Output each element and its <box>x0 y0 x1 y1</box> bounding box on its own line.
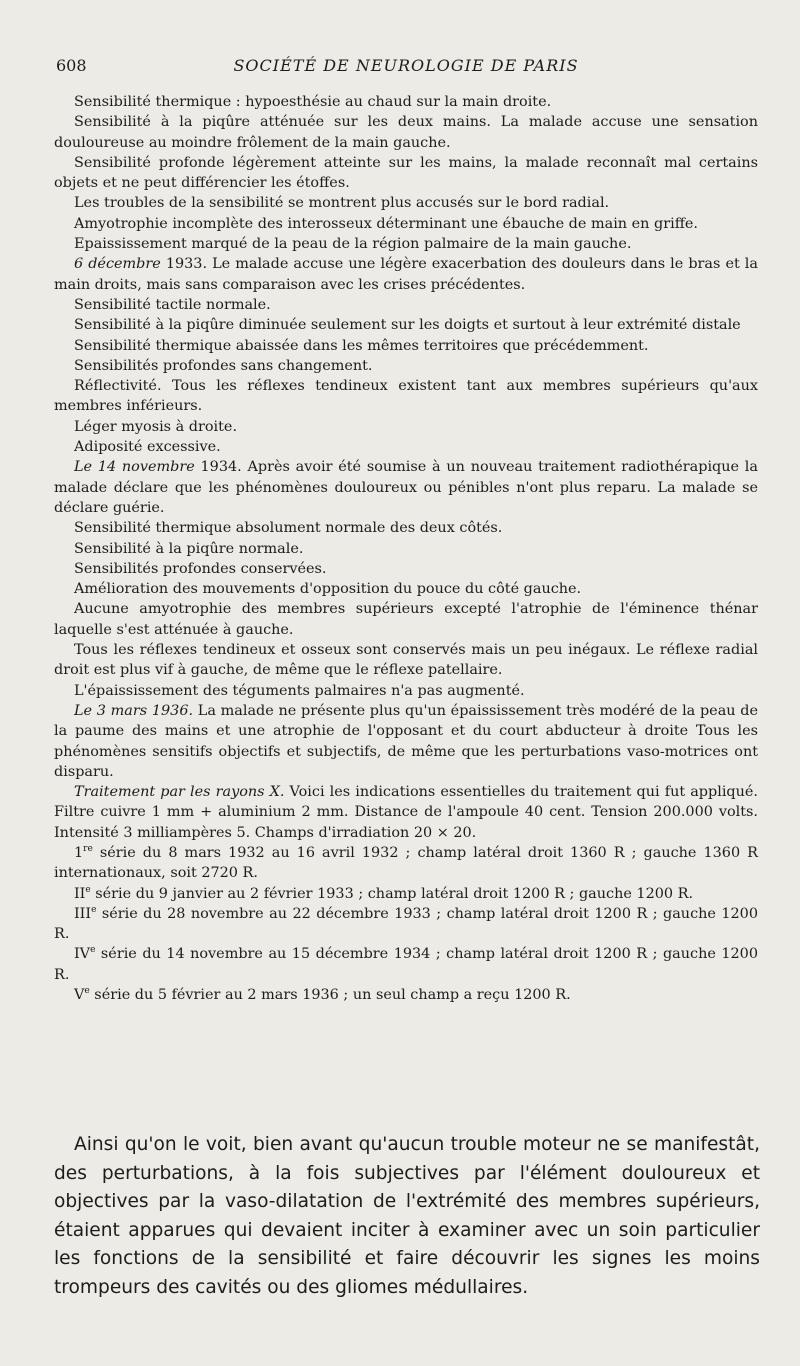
ordinal-suffix: re <box>83 844 93 855</box>
series-number: IV <box>74 946 91 963</box>
paragraph-text: série du 9 janvier au 2 février 1933 ; champ latéral droit 1200 R ; gauche 1200 R. <box>90 885 694 902</box>
body-paragraph: Sensibilité profonde légèrement atteinte sur les mains, la malade reconnaît mal certains objets et ne peut différencier les étoffes. <box>54 154 758 192</box>
body-paragraph: Sensibilité thermique abaissée dans les mêmes territoires que précédemment. <box>74 337 649 354</box>
body-paragraph: Réflectivité. Tous les réflexes tendineux existent tant aux membres supérieurs qu'aux membres inférieurs. <box>54 378 758 415</box>
body-paragraph <box>54 904 758 945</box>
body-paragraph: Les troubles de la sensibilité se montrent plus accusés sur le bord radial. <box>74 195 610 212</box>
date-heading: Traitement par les rayons X. <box>74 784 285 801</box>
body-paragraph: Aucune amyotrophie des membres supérieurs excepté l'atrophie de l'éminence thénar laquelle s'est atténuée à gauche. <box>54 601 758 638</box>
body-paragraph <box>54 701 758 782</box>
date-heading: Le 3 mars 1936. <box>74 702 194 719</box>
body-paragraph: Sensibilité à la piqûre normale. <box>74 540 304 557</box>
paragraph-text: série du 28 novembre au 22 décembre 1933 ; champ latéral droit 1200 R ; gauche 1200 R. <box>54 905 758 943</box>
paragraph-text: 1933. Le malade accuse une légère exacerbation des douleurs dans le bras et la main droits, mais sans comparaison avec les crises précédentes. <box>54 256 758 293</box>
body-paragraph: Tous les réflexes tendineux et osseux sont conservés mais un peu inégaux. Le réflexe radial droit est plus vif à gauche, de même que le réflexe patellaire. <box>54 642 758 679</box>
series-number: 1 <box>74 844 84 861</box>
body-paragraph: Sensibilités profondes sans changement. <box>74 357 373 374</box>
ordinal-suffix: e <box>91 905 97 916</box>
body-paragraph: Epaississement marqué de la peau de la région palmaire de la main gauche. <box>74 236 632 253</box>
ordinal-suffix: e <box>90 945 96 956</box>
journal-title: SOCIÉTÉ DE NEUROLOGIE DE PARIS <box>233 56 579 75</box>
conclusion-paragraph: Ainsi qu'on le voit, bien avant qu'aucun trouble moteur ne se manifestât, des perturbations, à la fois subjectives par l'élément douloureux et objectives par la vaso-dilatation de l'extrémité des membres supérieurs, étaient apparues qui devaient inciter à examiner avec un soin particulier les fonctions de la sensibilité et faire découvrir les signes les moins trompeurs des cavités ou des gliomes médullaires. <box>54 1134 760 1298</box>
body-paragraph <box>54 457 758 518</box>
body-paragraph: Léger myosis à droite. <box>74 418 238 435</box>
body-paragraph: Amélioration des mouvements d'opposition du pouce du côté gauche. <box>74 581 582 598</box>
case-report-body <box>54 92 758 1005</box>
conclusion-section <box>54 1131 760 1303</box>
running-header <box>48 56 764 82</box>
body-paragraph <box>54 985 758 1005</box>
body-paragraph: Sensibilité thermique : hypoesthésie au chaud sur la main droite. <box>74 94 552 110</box>
paragraph-text: série du 5 février au 2 mars 1936 ; un seul champ a reçu 1200 R. <box>89 987 571 1004</box>
ordinal-suffix: e <box>85 884 91 895</box>
series-number: V <box>74 987 85 1004</box>
body-paragraph: Sensibilités profondes conservées. <box>74 560 327 577</box>
body-paragraph: Sensibilité tactile normale. <box>74 296 271 313</box>
body-paragraph: Sensibilité thermique absolument normale des deux côtés. <box>74 520 503 537</box>
body-paragraph: Amyotrophie incomplète des interosseux déterminant une ébauche de main en griffe. <box>74 215 699 232</box>
body-paragraph: Adiposité excessive. <box>74 439 221 456</box>
date-heading: Le 14 novembre <box>74 459 195 476</box>
series-number: III <box>74 905 92 922</box>
body-paragraph: L'épaississement des téguments palmaires n'a pas augmenté. <box>74 682 525 699</box>
date-heading: 6 décembre <box>74 256 161 273</box>
body-paragraph <box>54 782 758 843</box>
page-number: 608 <box>56 56 87 75</box>
body-paragraph <box>54 254 758 295</box>
paragraph-text: La malade ne présente plus qu'un épaississement très modéré de la peau de la paume des mains et une atrophie de l'opposant et du court abducteur à droite Tous les phénomènes sensitifs objectifs et subjectifs, de même que les perturbations vaso-motrices ont disparu. <box>54 702 758 780</box>
paragraph-text: 1934. Après avoir été soumise à un nouveau traitement radiothérapique la malade déclare que les phénomènes douloureux ou pénibles n'ont plus reparu. La malade se déclare guérie. <box>54 459 758 516</box>
body-paragraph: Sensibilité à la piqûre diminuée seulement sur les doigts et surtout à leur extrémité distale <box>74 317 741 334</box>
paragraph-text: série du 14 novembre au 15 décembre 1934 ; champ latéral droit 1200 R ; gauche 1200 R. <box>54 946 758 983</box>
ordinal-suffix: e <box>84 986 90 997</box>
body-paragraph <box>54 944 758 985</box>
body-paragraph <box>54 843 758 884</box>
paragraph-text: Voici les indications essentielles du traitement qui fut appliqué. Filtre cuivre 1 mm + aluminium 2 mm. Distance de l'ampoule 40 cent. Tension 200.000 volts. Intensité 3 milliampères 5. Champs d'irradiation 20 × 20. <box>54 784 758 841</box>
paragraph-text: série du 8 mars 1932 au 16 avril 1932 ; champ latéral droit 1360 R ; gauche 1360 R internationaux, soit 2720 R. <box>54 844 758 882</box>
body-paragraph <box>54 884 758 904</box>
body-paragraph: Sensibilité à la piqûre atténuée sur les deux mains. La malade accuse une sensation douloureuse au moindre frôlement de la main gauche. <box>54 114 758 151</box>
series-number: II <box>74 885 86 902</box>
